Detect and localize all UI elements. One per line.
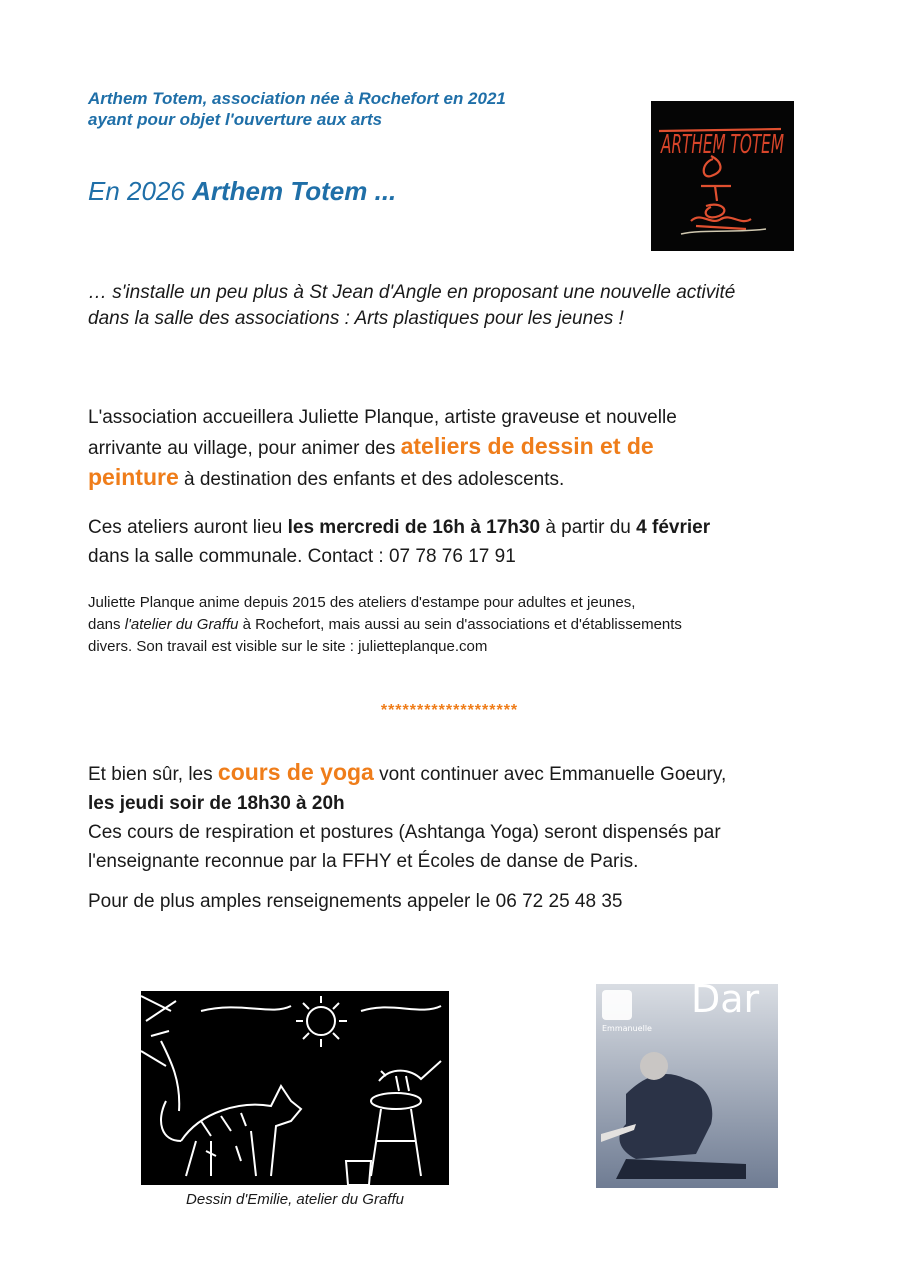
page-title [88, 176, 396, 207]
yoga-intro: Et bien sûr, les [88, 764, 218, 785]
drawing-caption: Dessin d'Emilie, atelier du Graffu [186, 1191, 404, 1208]
workshop-paragraph [88, 403, 828, 494]
separator-stars: ******************* [380, 702, 519, 719]
yoga-line-4: l'enseignante reconnue par la FFHY et Écoles de danse de Paris. [88, 851, 639, 872]
yoga-photo [596, 977, 778, 1188]
bio-line-3: divers. Son travail est visible sur le site : julietteplanque.com [88, 638, 488, 655]
bio-line-2a: dans [88, 616, 125, 633]
yoga-teacher: vont continuer avec Emmanuelle Goeury, [373, 764, 727, 785]
bio-atelier: l'atelier du Graffu [124, 616, 239, 633]
header-line-2: ayant pour objet l'ouverture aux arts [88, 110, 383, 129]
photo-overlay-text: Dar [691, 977, 760, 1021]
schedule-from: à partir du [540, 517, 637, 538]
workshop-line-2: arrivante au village, pour animer des [88, 438, 401, 459]
schedule-time: les mercredi de 16h à 17h30 [287, 517, 541, 538]
schedule-contact: dans la salle communale. Contact : 07 78 76 17 91 [88, 546, 516, 567]
schedule-date: 4 février [636, 517, 711, 538]
yoga-paragraph [88, 758, 828, 876]
yoga-line-3: Ces cours de respiration et postures (Ashtanga Yoga) seront dispensés par [88, 822, 721, 843]
contact-paragraph: Pour de plus amples renseignements appeler le 06 72 25 48 35 [88, 891, 623, 912]
yoga-highlight: cours de yoga [217, 759, 374, 785]
title-name: Arthem Totem ... [192, 176, 397, 206]
bio-line-1: Juliette Planque anime depuis 2015 des ateliers d'estampe pour adultes et jeunes, [88, 594, 636, 611]
workshop-highlight-2: peinture [88, 464, 179, 490]
intro-line-1: … s'installe un peu plus à St Jean d'Angle en proposant une nouvelle activité [88, 282, 736, 303]
intro-paragraph [88, 280, 828, 332]
schedule-paragraph [88, 513, 828, 571]
workshop-line-3: à destination des enfants et des adolescents. [178, 469, 565, 490]
yoga-time: les jeudi soir de 18h30 à 20h [88, 793, 345, 814]
title-year: En 2026 [88, 176, 193, 206]
logo-text: ARTHEM TOTEM [659, 130, 784, 160]
arthem-totem-logo [651, 101, 794, 251]
workshop-highlight-1: ateliers de dessin et de [400, 433, 654, 459]
schedule-intro: Ces ateliers auront lieu [88, 517, 288, 538]
bio-line-2c: à Rochefort, mais aussi au sein d'associations et d'établissements [238, 616, 682, 633]
workshop-line-1: L'association accueillera Juliette Planque, artiste graveuse et nouvelle [88, 407, 677, 428]
artist-bio [88, 592, 828, 658]
photo-badge-text: Emmanuelle [602, 1024, 652, 1033]
cat-drawing-image [141, 991, 449, 1185]
header-line-1: Arthem Totem, association née à Rochefort en 2021 [88, 89, 506, 108]
intro-line-2: dans la salle des associations : Arts plastiques pour les jeunes ! [88, 308, 624, 329]
